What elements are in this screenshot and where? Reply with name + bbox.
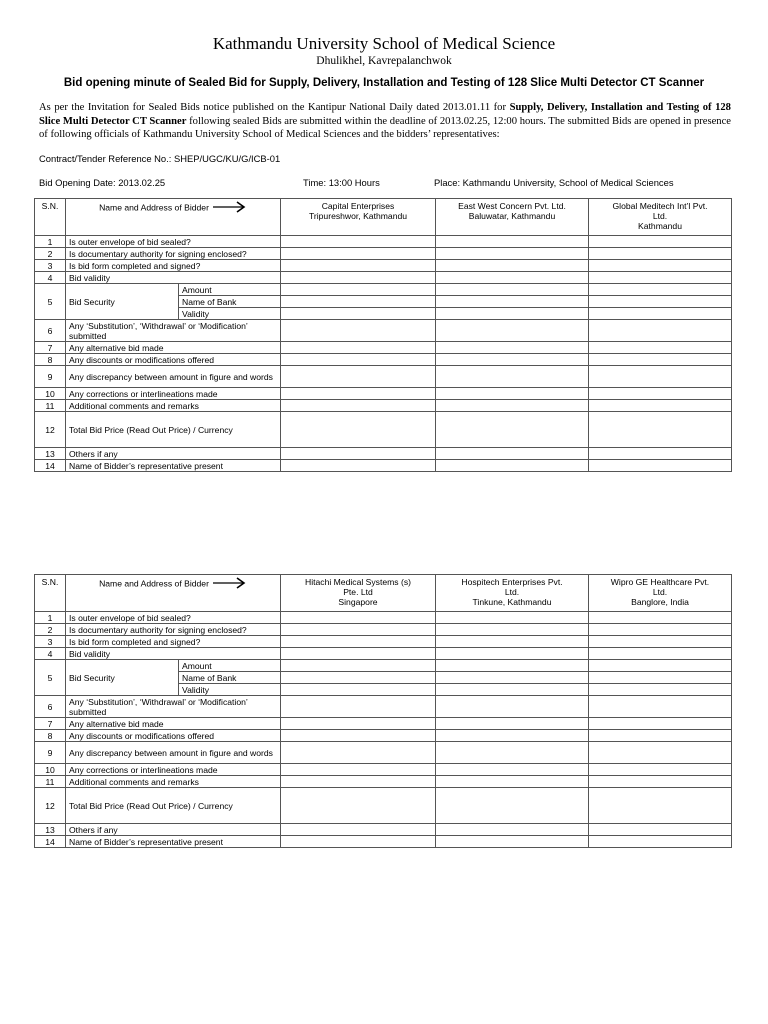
table-row [35,648,732,660]
bidder-response-cell[interactable] [436,836,589,848]
bidder-response-cell[interactable] [436,412,589,448]
bidder-response-cell[interactable] [436,248,589,260]
bidder-response-cell[interactable] [281,342,436,354]
bidder-response-cell[interactable] [281,696,436,718]
intro-text-bold: Supply, Delivery, Installation and Testing of 128 Slice Multi Detector CT Scanner [39,102,731,127]
bidder-response-cell[interactable] [589,272,732,284]
bidder-response-cell[interactable] [589,684,732,696]
bidder-response-cell[interactable] [436,460,589,472]
table-row [35,248,732,260]
bidder-response-cell[interactable] [281,400,436,412]
table-row [35,718,732,730]
bidder-response-cell[interactable] [436,742,589,764]
row-label: Is documentary authority for signing enclosed? [66,248,281,260]
bidder-response-cell[interactable] [589,366,732,388]
row-label: Additional comments and remarks [66,776,281,788]
bidder-response-cell[interactable] [281,308,436,320]
intro-paragraph [39,101,731,142]
row-label: Name of Bidder’s representative present [66,836,281,848]
bidder-response-cell[interactable] [436,660,589,672]
bidder-line-1: Wipro GE Healthcare Pvt. [610,577,710,587]
bidder-response-cell[interactable] [589,836,732,848]
bid-evaluation-table-1 [34,198,732,472]
bidder-response-cell[interactable] [589,400,732,412]
row-label: Total Bid Price (Read Out Price) / Currency [66,788,281,824]
bidder-response-cell[interactable] [436,730,589,742]
row-label: Any corrections or interlineations made [66,388,281,400]
bidder-header-1 [281,575,436,612]
bidder-response-cell[interactable] [436,342,589,354]
row-number: 14 [35,836,66,848]
bidder-response-cell[interactable] [436,448,589,460]
row-label: Bid validity [66,648,281,660]
table-row [35,612,732,624]
bidder-line-2: Ltd. [504,587,520,597]
bidder-response-cell[interactable] [281,248,436,260]
row-sublabel: Name of Bank [179,672,281,684]
bidder-response-cell[interactable] [281,448,436,460]
bidder-response-cell[interactable] [436,400,589,412]
bidder-response-cell[interactable] [281,660,436,672]
bidder-response-cell[interactable] [281,636,436,648]
row-number: 7 [35,342,66,354]
bidder-response-cell[interactable] [589,660,732,672]
bidder-response-cell[interactable] [436,696,589,718]
bidder-response-cell[interactable] [281,730,436,742]
table-row [35,824,732,836]
bidder-line-1: Capital Enterprises [321,201,395,211]
tender-reference: Contract/Tender Reference No.: SHEP/UGC/KU/G/ICB-01 [39,153,281,164]
bidder-response-cell[interactable] [436,354,589,366]
bidder-response-cell[interactable] [436,624,589,636]
bidder-response-cell[interactable] [281,776,436,788]
row-label: Bid Security [66,660,179,696]
table-row [35,836,732,848]
row-number: 11 [35,776,66,788]
bidder-response-cell[interactable] [436,296,589,308]
row-number: 7 [35,718,66,730]
bidder-response-cell[interactable] [589,296,732,308]
bidder-header-3 [589,199,732,236]
row-number: 2 [35,624,66,636]
bidder-response-cell[interactable] [436,308,589,320]
bidder-response-cell[interactable] [281,366,436,388]
bidder-response-cell[interactable] [589,624,732,636]
bidder-response-cell[interactable] [589,672,732,684]
row-label: Bid validity [66,272,281,284]
bidder-response-cell[interactable] [589,742,732,764]
table-row [35,388,732,400]
bidder-response-cell[interactable] [281,412,436,448]
bidder-response-cell[interactable] [589,448,732,460]
bid-evaluation-table-2 [34,574,732,848]
bidder-response-cell[interactable] [436,260,589,272]
row-label: Any discounts or modifications offered [66,730,281,742]
table-row [35,460,732,472]
row-sublabel: Name of Bank [179,296,281,308]
bidder-response-cell[interactable] [281,764,436,776]
bidder-response-cell[interactable] [436,788,589,824]
row-number: 14 [35,460,66,472]
bidder-response-cell[interactable] [281,320,436,342]
bidder-response-cell[interactable] [281,824,436,836]
bidder-name-header [66,575,281,612]
row-label: Any ‘Substitution’, ‘Withdrawal’ or ‘Modification’ submitted [66,320,281,342]
table-row [35,448,732,460]
table-row [35,260,732,272]
bidder-response-cell[interactable] [436,776,589,788]
bidder-response-cell[interactable] [436,764,589,776]
row-label: Additional comments and remarks [66,400,281,412]
bidder-line-3: Singapore [338,597,378,607]
row-number: 6 [35,320,66,342]
bidder-response-cell[interactable] [589,460,732,472]
row-sublabel: Amount [179,284,281,296]
bidder-response-cell[interactable] [281,836,436,848]
bidder-line-2: Ltd. [652,587,668,597]
bidder-header-3 [589,575,732,612]
bidder-response-cell[interactable] [589,388,732,400]
bidder-line-3: Kathmandu [638,221,682,231]
document-subtitle: Dhulikhel, Kavrepalanchwok [316,55,452,67]
row-number: 5 [35,660,66,696]
bidder-response-cell[interactable] [436,388,589,400]
row-label: Any corrections or interlineations made [66,764,281,776]
row-label: Any discrepancy between amount in figure and words [66,366,281,388]
bidder-response-cell[interactable] [436,612,589,624]
row-number: 9 [35,742,66,764]
bidder-line-1: Hospitech Enterprises Pvt. [461,577,563,587]
table-row [35,320,732,342]
row-number: 1 [35,612,66,624]
table-row [35,742,732,764]
bidder-response-cell[interactable] [589,648,732,660]
row-number: 10 [35,764,66,776]
row-number: 4 [35,648,66,660]
bidder-name-header-label: Name and Address of Bidder [99,578,209,589]
row-sublabel: Validity [179,308,281,320]
bidder-response-cell[interactable] [281,648,436,660]
table-row [35,412,732,448]
table-row [35,636,732,648]
bidder-response-cell[interactable] [281,612,436,624]
bidder-line-2: Tripureshwor, Kathmandu [308,211,408,221]
row-number: 3 [35,260,66,272]
row-number: 13 [35,824,66,836]
bidder-response-cell[interactable] [281,718,436,730]
table-row [35,730,732,742]
table-row [35,400,732,412]
bidder-response-cell[interactable] [281,354,436,366]
bidder-line-1: East West Concern Pvt. Ltd. [458,201,566,211]
row-label: Is bid form completed and signed? [66,636,281,648]
bidder-response-cell[interactable] [281,296,436,308]
bidder-line-2: Baluwatar, Kathmandu [468,211,556,221]
bidder-response-cell[interactable] [589,248,732,260]
table-row [35,660,732,672]
row-number: 9 [35,366,66,388]
row-label: Any alternative bid made [66,718,281,730]
row-label: Is bid form completed and signed? [66,260,281,272]
table-row [35,776,732,788]
right-arrow-icon [213,577,247,591]
intro-text-2: following sealed Bids are submitted within the deadline of 2013.02.25, 12:00 hours. The submitted Bids are opened in presence of following officials of Kathmandu University School of Medical Sciences and the bidders’ representatives: [39,115,731,140]
row-number: 13 [35,448,66,460]
bidder-response-cell[interactable] [589,776,732,788]
row-number: 8 [35,730,66,742]
bid-opening-date: Bid Opening Date: 2013.02.25 [39,177,166,188]
bidder-line-2: Ltd. [652,211,668,221]
row-number: 12 [35,412,66,448]
row-sublabel: Amount [179,660,281,672]
bidder-response-cell[interactable] [436,684,589,696]
row-label: Total Bid Price (Read Out Price) / Currency [66,412,281,448]
row-label: Any ‘Substitution’, ‘Withdrawal’ or ‘Modification’ submitted [66,696,281,718]
sn-header: S.N. [35,575,66,612]
bid-opening-place: Place: Kathmandu University, School of Medical Sciences [434,177,674,188]
row-label: Name of Bidder’s representative present [66,460,281,472]
bidder-response-cell[interactable] [589,412,732,448]
row-number: 4 [35,272,66,284]
bidder-line-3: Tinkune, Kathmandu [472,597,552,607]
bidder-response-cell[interactable] [589,764,732,776]
bidder-response-cell[interactable] [436,636,589,648]
bidder-response-cell[interactable] [436,320,589,342]
bidder-response-cell[interactable] [589,236,732,248]
table-row [35,788,732,824]
bidder-response-cell[interactable] [589,308,732,320]
bidder-response-cell[interactable] [281,742,436,764]
bidder-response-cell[interactable] [281,460,436,472]
bidder-header-2 [436,199,589,236]
row-sublabel: Validity [179,684,281,696]
bidder-name-header-label: Name and Address of Bidder [99,202,209,213]
bidder-response-cell[interactable] [281,236,436,248]
bidder-line-1: Global Meditech Int’l Pvt. [612,201,708,211]
bidder-response-cell[interactable] [436,236,589,248]
bidder-response-cell[interactable] [589,788,732,824]
row-label: Others if any [66,824,281,836]
row-number: 12 [35,788,66,824]
bidder-response-cell[interactable] [589,354,732,366]
table-header-row [35,199,732,236]
bidder-line-1: Hitachi Medical Systems (s) [304,577,411,587]
row-label: Any discounts or modifications offered [66,354,281,366]
table-row [35,272,732,284]
row-number: 2 [35,248,66,260]
bidder-response-cell[interactable] [589,696,732,718]
bidder-line-3: Banglore, India [631,597,689,607]
bidder-response-cell[interactable] [436,672,589,684]
bidder-response-cell[interactable] [589,320,732,342]
bidder-response-cell[interactable] [281,272,436,284]
row-label: Is outer envelope of bid sealed? [66,236,281,248]
table-header-row [35,575,732,612]
bidder-response-cell[interactable] [436,718,589,730]
bid-opening-time: Time: 13:00 Hours [303,177,380,188]
right-arrow-icon [213,201,247,215]
bidder-response-cell[interactable] [589,284,732,296]
document-heading: Bid opening minute of Sealed Bid for Supply, Delivery, Installation and Testing of 128 Slice Multi Detector CT Scanner [63,77,705,89]
row-label: Others if any [66,448,281,460]
bidder-response-cell[interactable] [589,636,732,648]
bidder-response-cell[interactable] [589,612,732,624]
bidder-response-cell[interactable] [281,788,436,824]
row-number: 5 [35,284,66,320]
table-row [35,696,732,718]
bidder-response-cell[interactable] [436,284,589,296]
row-number: 1 [35,236,66,248]
table-row [35,236,732,248]
row-label: Any discrepancy between amount in figure and words [66,742,281,764]
bidder-response-cell[interactable] [281,260,436,272]
intro-text-1: As per the Invitation for Sealed Bids notice published on the Kantipur National Daily dated 2013.01.11 for [39,102,510,113]
table-row [35,764,732,776]
bidder-response-cell[interactable] [436,366,589,388]
row-number: 3 [35,636,66,648]
bidder-response-cell[interactable] [589,260,732,272]
row-label: Is outer envelope of bid sealed? [66,612,281,624]
table-row [35,342,732,354]
bidder-response-cell[interactable] [281,624,436,636]
bidder-response-cell[interactable] [589,824,732,836]
bidder-line-2: Pte. Ltd [343,587,373,597]
row-number: 8 [35,354,66,366]
bidder-response-cell[interactable] [589,342,732,354]
bidder-header-1 [281,199,436,236]
row-number: 11 [35,400,66,412]
bidder-response-cell[interactable] [281,684,436,696]
bidder-response-cell[interactable] [436,824,589,836]
bidder-name-header [66,199,281,236]
table-row [35,354,732,366]
row-number: 10 [35,388,66,400]
bidder-response-cell[interactable] [436,648,589,660]
table-row [35,366,732,388]
row-label: Is documentary authority for signing enclosed? [66,624,281,636]
bidder-header-2 [436,575,589,612]
bidder-response-cell[interactable] [436,272,589,284]
row-number: 6 [35,696,66,718]
table-row [35,284,732,296]
document-title: Kathmandu University School of Medical Science [212,34,556,53]
table-row [35,624,732,636]
sn-header: S.N. [35,199,66,236]
bidder-response-cell[interactable] [589,718,732,730]
row-label: Bid Security [66,284,179,320]
row-label: Any alternative bid made [66,342,281,354]
bidder-response-cell[interactable] [281,672,436,684]
bidder-response-cell[interactable] [281,388,436,400]
bidder-response-cell[interactable] [589,730,732,742]
bidder-response-cell[interactable] [281,284,436,296]
